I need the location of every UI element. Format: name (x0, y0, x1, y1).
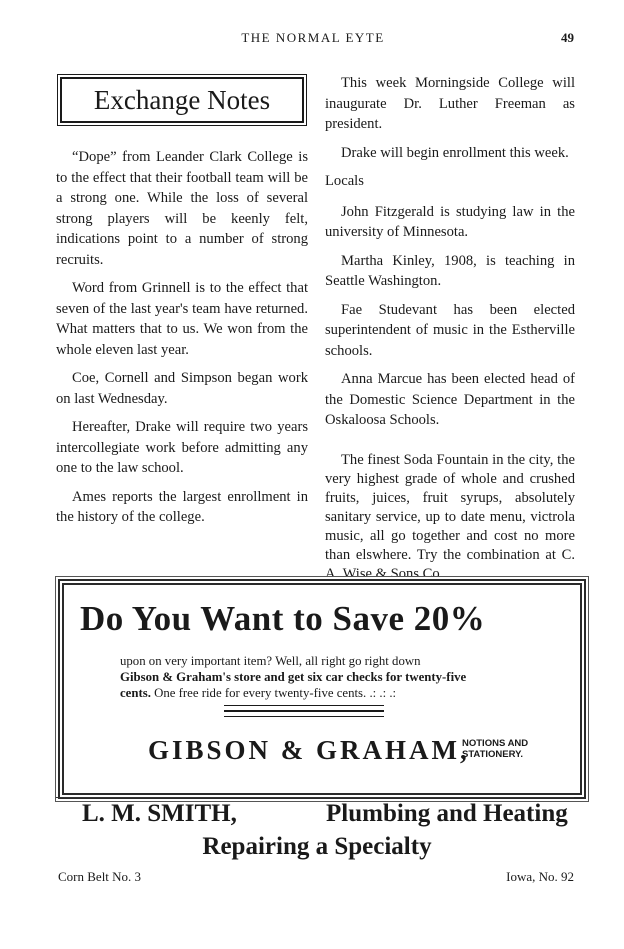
smith-trade: Plumbing and Heating (326, 800, 568, 827)
paragraph-coe-cornell-simpson: Coe, Cornell and Simpson began work on last Wednesday. (56, 370, 308, 407)
paragraph-grinnell: Word from Grinnell is to the effect that seven of the last year's team have returned. What matters that to us. We won from the whole eleven last year. (56, 280, 308, 358)
page-header (52, 30, 574, 50)
ad-headline: Do You Want to Save 20% (80, 599, 486, 638)
ad-line-3-rest: One free ride for every twenty-five cents. (154, 686, 367, 700)
gibson-graham-ad (58, 579, 586, 799)
paragraph-morningside: This week Morningside College will inaugurate Dr. Luther Freeman as president. (325, 75, 575, 132)
phone-iowa: Iowa, No. 92 (506, 869, 574, 884)
paragraph-drake-enrollment: Drake will begin enrollment this week. (341, 144, 569, 161)
paragraph-ames: Ames reports the largest enrollment in the history of the college. (56, 488, 308, 525)
smith-name: L. M. SMITH, (82, 800, 237, 827)
running-title: THE NORMAL EYTE (241, 30, 385, 45)
exchange-notes-heading: Exchange Notes (60, 77, 304, 123)
paragraph-drake-law: Hereafter, Drake will require two years intercollegiate work before admitting any one to the law school. (56, 419, 308, 476)
paragraph-marcue: Anna Marcue has been elected head of the Domestic Science Department in the Oskaloosa Schools. (325, 371, 575, 428)
firm-tagline (462, 738, 528, 760)
ad-line-2: Gibson & Graham's store and get six car checks for twenty-five (120, 670, 467, 684)
left-column (56, 73, 308, 536)
firm-name: GIBSON & GRAHAM, (148, 735, 470, 765)
paragraph-kinley: Martha Kinley, 1908, is teaching in Seattle Washington. (325, 252, 575, 289)
paragraph-fitzgerald: John Fitzgerald is studying law in the university of Minnesota. (325, 203, 575, 240)
divider-rule (56, 797, 574, 798)
paragraph-studevant: Fae Studevant has been elected superintendent of music in the Estherville schools. (325, 301, 575, 359)
smith-specialty: Repairing a Specialty (202, 833, 432, 860)
phone-corn-belt: Corn Belt No. 3 (58, 869, 142, 884)
page-number: 49 (561, 30, 574, 45)
ad-body (120, 653, 550, 701)
tagline-line-2: STATIONERY. (462, 749, 524, 760)
tagline-line-1: NOTIONS AND (462, 738, 529, 749)
soda-fountain-ad: The finest Soda Fountain in the city, the very highest grade of whole and crushed fruits, juices, fruit syrups, absolutely sanitary service, up to date menu, victrola music, all go together and cost no more than elswhere. Try the combination at C. A. Wise & Sons Co. (325, 451, 575, 582)
ad-dots: .: .: .: (369, 686, 397, 700)
ad-line-3-bold: cents. (120, 686, 151, 700)
right-column (325, 73, 575, 592)
paragraph-leander-clark: “Dope” from Leander Clark College is to the effect that their football team will be a strong one. While the loss of several strong players will be keenly felt, indications point to a number of strong recruits. (56, 149, 308, 268)
locals-heading: Locals (325, 173, 364, 189)
ad-line-1: upon on very important item? Well, all right go right down (120, 654, 421, 668)
ad-line-3 (120, 685, 550, 701)
decorative-rules (224, 705, 384, 721)
